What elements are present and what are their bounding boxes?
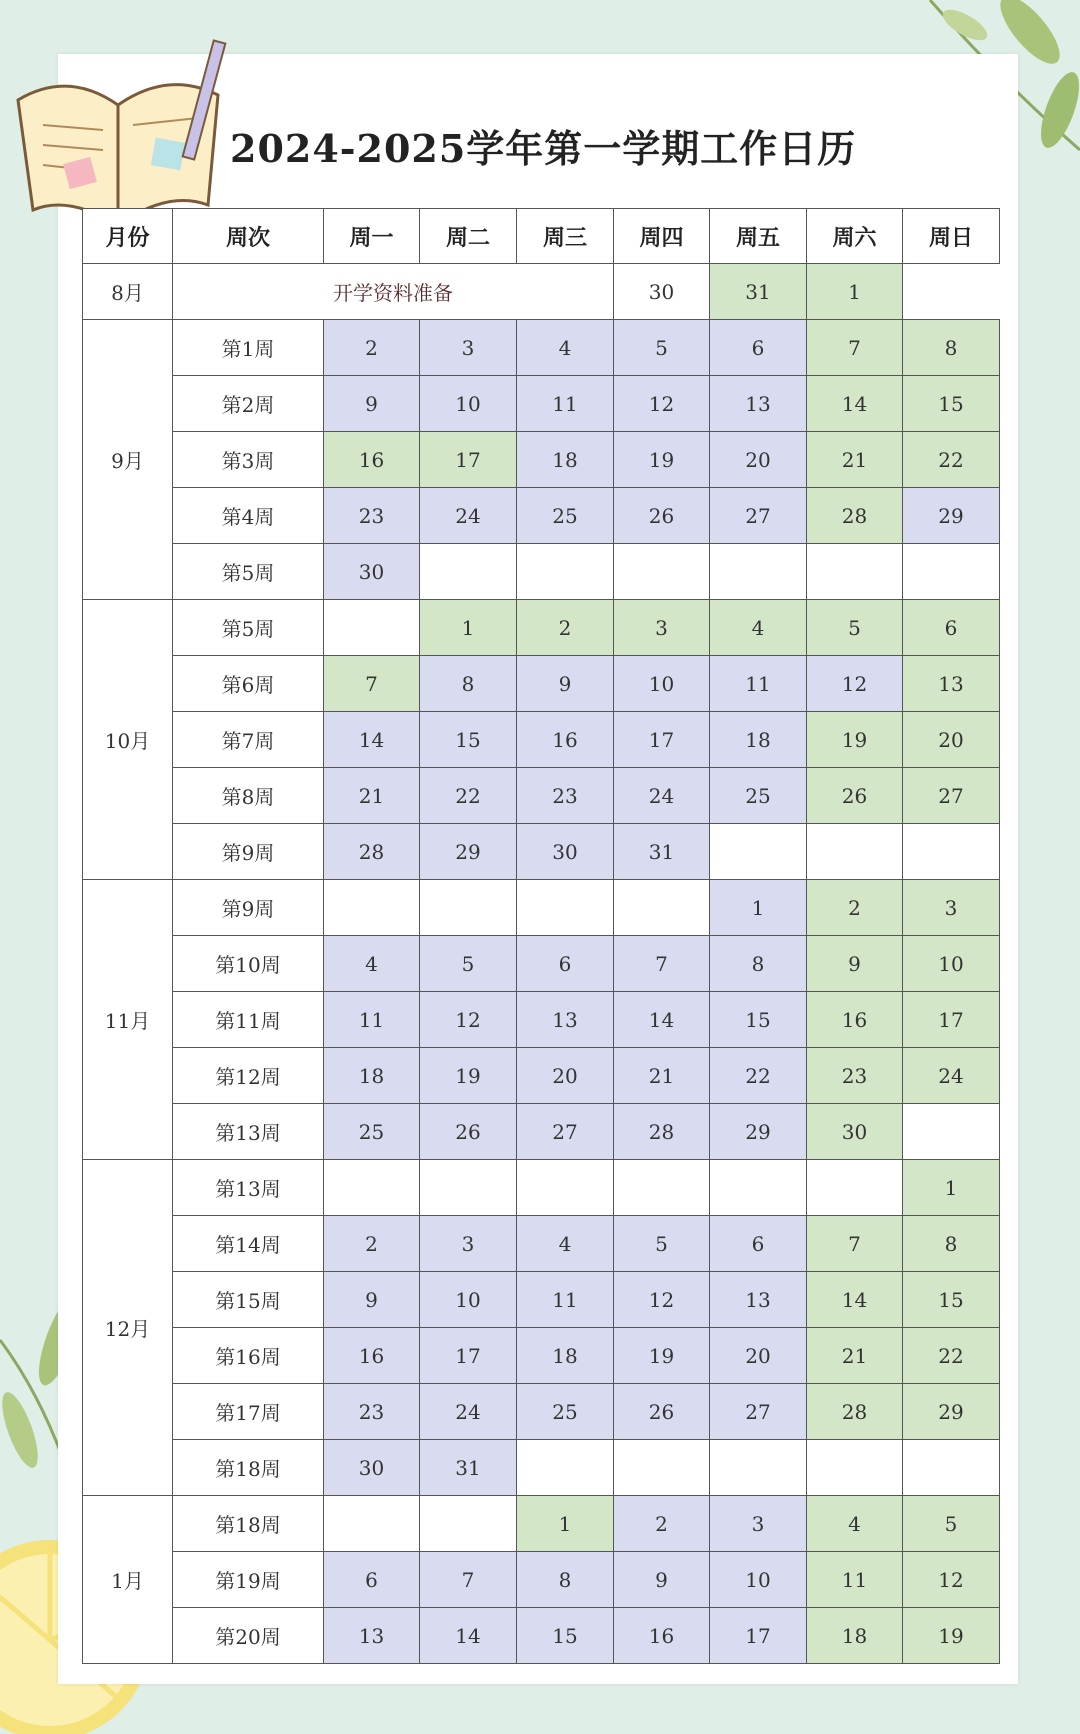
- table-row: [83, 1496, 1000, 1552]
- header-sat: 周六: [807, 209, 903, 264]
- table-row: [83, 992, 1000, 1048]
- day-cell: 24: [903, 1048, 1000, 1104]
- day-cell: 19: [903, 1608, 1000, 1664]
- day-cell: 31: [614, 824, 710, 880]
- header-week: 周次: [173, 209, 324, 264]
- month-cell: 10月: [83, 600, 173, 880]
- day-cell: 23: [324, 1384, 420, 1440]
- day-cell: 13: [324, 1608, 420, 1664]
- day-cell: 10: [710, 1552, 807, 1608]
- day-cell: 7: [614, 936, 710, 992]
- week-cell: 第20周: [173, 1608, 324, 1664]
- day-cell: 7: [324, 656, 420, 712]
- table-row: [83, 320, 1000, 376]
- day-cell: 8: [517, 1552, 614, 1608]
- day-cell: 8: [903, 320, 1000, 376]
- day-cell: 5: [614, 1216, 710, 1272]
- day-cell: 17: [710, 1608, 807, 1664]
- week-cell: 第12周: [173, 1048, 324, 1104]
- day-cell: 17: [614, 712, 710, 768]
- day-cell: 28: [614, 1104, 710, 1160]
- day-cell: 12: [614, 376, 710, 432]
- day-cell: 20: [710, 432, 807, 488]
- day-cell: 6: [710, 1216, 807, 1272]
- open-book-icon: [8, 30, 233, 230]
- day-cell: 23: [517, 768, 614, 824]
- day-cell: 5: [903, 1496, 1000, 1552]
- day-cell: 28: [807, 1384, 903, 1440]
- week-cell: 第9周: [173, 880, 324, 936]
- day-cell: 22: [903, 432, 1000, 488]
- day-cell: 14: [807, 1272, 903, 1328]
- day-cell: 25: [324, 1104, 420, 1160]
- week-cell: 第16周: [173, 1328, 324, 1384]
- day-cell: 6: [710, 320, 807, 376]
- day-cell: 9: [324, 1272, 420, 1328]
- day-cell: 18: [324, 1048, 420, 1104]
- day-cell: 22: [903, 1328, 1000, 1384]
- header-row: [83, 209, 1000, 264]
- day-cell: 27: [903, 768, 1000, 824]
- day-cell: 2: [807, 880, 903, 936]
- day-cell: 14: [420, 1608, 517, 1664]
- day-cell: 3: [710, 1496, 807, 1552]
- day-cell: 29: [710, 1104, 807, 1160]
- day-cell: 11: [324, 992, 420, 1048]
- table-row: [83, 1104, 1000, 1160]
- week-cell: 第14周: [173, 1216, 324, 1272]
- day-cell: [324, 1496, 420, 1552]
- week-cell: 第11周: [173, 992, 324, 1048]
- week-cell: 第1周: [173, 320, 324, 376]
- day-cell: 25: [517, 1384, 614, 1440]
- day-cell: 8: [903, 1216, 1000, 1272]
- day-cell: [420, 544, 517, 600]
- day-cell: 24: [420, 1384, 517, 1440]
- day-cell: 29: [903, 488, 1000, 544]
- table-row: [83, 1440, 1000, 1496]
- week-cell: 第19周: [173, 1552, 324, 1608]
- header-tue: 周二: [420, 209, 517, 264]
- day-cell: [710, 824, 807, 880]
- day-cell: 1: [517, 1496, 614, 1552]
- month-cell: 1月: [83, 1496, 173, 1664]
- day-cell: 25: [710, 768, 807, 824]
- week-cell: 第17周: [173, 1384, 324, 1440]
- week-cell: 第13周: [173, 1160, 324, 1216]
- table-row: [83, 432, 1000, 488]
- day-cell: 15: [903, 1272, 1000, 1328]
- day-cell: [420, 880, 517, 936]
- day-cell: [517, 880, 614, 936]
- week-cell: 第13周: [173, 1104, 324, 1160]
- day-cell: 26: [614, 1384, 710, 1440]
- day-cell: 22: [710, 1048, 807, 1104]
- week-cell: 第6周: [173, 656, 324, 712]
- day-cell: 20: [903, 712, 1000, 768]
- day-cell: [614, 1440, 710, 1496]
- day-cell: 24: [614, 768, 710, 824]
- day-cell: 14: [324, 712, 420, 768]
- day-cell: 2: [324, 1216, 420, 1272]
- day-cell: 11: [517, 376, 614, 432]
- day-cell: 13: [517, 992, 614, 1048]
- day-cell: 4: [710, 600, 807, 656]
- table-row: [83, 488, 1000, 544]
- day-cell: [614, 1160, 710, 1216]
- day-cell: 15: [420, 712, 517, 768]
- day-cell: 13: [903, 656, 1000, 712]
- day-cell: 8: [710, 936, 807, 992]
- day-cell: 6: [324, 1552, 420, 1608]
- day-cell: [517, 1160, 614, 1216]
- day-cell: [903, 544, 1000, 600]
- day-cell: 29: [420, 824, 517, 880]
- day-cell: 11: [710, 656, 807, 712]
- day-cell: 15: [517, 1608, 614, 1664]
- preparation-note: 开学资料准备: [173, 264, 614, 320]
- header-sun: 周日: [903, 209, 1000, 264]
- day-cell: 15: [903, 376, 1000, 432]
- day-cell: 2: [324, 320, 420, 376]
- day-cell: 1: [807, 264, 903, 320]
- day-cell: 28: [807, 488, 903, 544]
- header-mon: 周一: [324, 209, 420, 264]
- day-cell: 13: [710, 376, 807, 432]
- day-cell: [807, 1160, 903, 1216]
- day-cell: 15: [710, 992, 807, 1048]
- day-cell: 29: [903, 1384, 1000, 1440]
- week-cell: 第5周: [173, 600, 324, 656]
- day-cell: 19: [614, 432, 710, 488]
- day-cell: [420, 1496, 517, 1552]
- day-cell: [324, 880, 420, 936]
- day-cell: 16: [324, 1328, 420, 1384]
- day-cell: 31: [710, 264, 807, 320]
- day-cell: [807, 1440, 903, 1496]
- day-cell: 14: [807, 376, 903, 432]
- day-cell: 7: [807, 1216, 903, 1272]
- day-cell: 20: [517, 1048, 614, 1104]
- day-cell: 12: [420, 992, 517, 1048]
- day-cell: 30: [324, 544, 420, 600]
- day-cell: 22: [420, 768, 517, 824]
- day-cell: 12: [614, 1272, 710, 1328]
- day-cell: 9: [614, 1552, 710, 1608]
- day-cell: 18: [710, 712, 807, 768]
- table-row: [83, 1608, 1000, 1664]
- day-cell: 10: [614, 656, 710, 712]
- day-cell: 18: [517, 432, 614, 488]
- day-cell: 16: [614, 1608, 710, 1664]
- week-cell: 第15周: [173, 1272, 324, 1328]
- day-cell: 12: [903, 1552, 1000, 1608]
- day-cell: 5: [614, 320, 710, 376]
- day-cell: 4: [324, 936, 420, 992]
- day-cell: 18: [517, 1328, 614, 1384]
- header-thu: 周四: [614, 209, 710, 264]
- day-cell: 11: [807, 1552, 903, 1608]
- week-cell: 第7周: [173, 712, 324, 768]
- header-fri: 周五: [710, 209, 807, 264]
- week-cell: 第18周: [173, 1440, 324, 1496]
- week-cell: 第2周: [173, 376, 324, 432]
- day-cell: 1: [903, 1160, 1000, 1216]
- table-row: [83, 544, 1000, 600]
- week-cell: 第9周: [173, 824, 324, 880]
- table-row: [83, 1552, 1000, 1608]
- day-cell: 1: [420, 600, 517, 656]
- day-cell: 10: [420, 1272, 517, 1328]
- day-cell: 10: [420, 376, 517, 432]
- day-cell: [903, 824, 1000, 880]
- day-cell: 10: [903, 936, 1000, 992]
- table-row: [83, 824, 1000, 880]
- day-cell: 17: [903, 992, 1000, 1048]
- day-cell: 3: [614, 600, 710, 656]
- page-title: 2024-2025学年第一学期工作日历: [230, 126, 857, 171]
- day-cell: 27: [517, 1104, 614, 1160]
- day-cell: [710, 544, 807, 600]
- day-cell: 30: [324, 1440, 420, 1496]
- day-cell: 27: [710, 1384, 807, 1440]
- day-cell: [420, 1160, 517, 1216]
- day-cell: 27: [710, 488, 807, 544]
- week-cell: 第3周: [173, 432, 324, 488]
- day-cell: 14: [614, 992, 710, 1048]
- day-cell: [807, 824, 903, 880]
- day-cell: [807, 544, 903, 600]
- day-cell: 19: [807, 712, 903, 768]
- day-cell: 2: [614, 1496, 710, 1552]
- day-cell: 20: [710, 1328, 807, 1384]
- table-row: [83, 1048, 1000, 1104]
- day-cell: 13: [710, 1272, 807, 1328]
- day-cell: 7: [807, 320, 903, 376]
- day-cell: 12: [807, 656, 903, 712]
- table-row: [83, 1328, 1000, 1384]
- day-cell: 16: [517, 712, 614, 768]
- week-cell: 第5周: [173, 544, 324, 600]
- day-cell: 3: [420, 1216, 517, 1272]
- day-cell: 19: [420, 1048, 517, 1104]
- day-cell: 17: [420, 1328, 517, 1384]
- day-cell: 6: [903, 600, 1000, 656]
- day-cell: 4: [807, 1496, 903, 1552]
- calendar-table: [82, 208, 1000, 1664]
- day-cell: 30: [807, 1104, 903, 1160]
- month-cell: 12月: [83, 1160, 173, 1496]
- day-cell: 7: [420, 1552, 517, 1608]
- table-row: [83, 1216, 1000, 1272]
- day-cell: 30: [517, 824, 614, 880]
- week-cell: 第10周: [173, 936, 324, 992]
- day-cell: [710, 1160, 807, 1216]
- day-cell: [614, 544, 710, 600]
- month-cell: 8月: [83, 264, 173, 320]
- day-cell: [324, 1160, 420, 1216]
- table-row-august: [83, 264, 1000, 320]
- day-cell: 25: [517, 488, 614, 544]
- week-cell: 第4周: [173, 488, 324, 544]
- day-cell: 2: [517, 600, 614, 656]
- day-cell: 9: [324, 376, 420, 432]
- day-cell: 30: [614, 264, 710, 320]
- day-cell: 17: [420, 432, 517, 488]
- table-row: [83, 1160, 1000, 1216]
- day-cell: [614, 880, 710, 936]
- day-cell: [903, 1440, 1000, 1496]
- week-cell: 第8周: [173, 768, 324, 824]
- day-cell: 5: [420, 936, 517, 992]
- day-cell: 3: [420, 320, 517, 376]
- day-cell: 4: [517, 1216, 614, 1272]
- day-cell: 3: [903, 880, 1000, 936]
- table-row: [83, 1384, 1000, 1440]
- header-month: 月份: [83, 209, 173, 264]
- day-cell: [517, 1440, 614, 1496]
- table-row: [83, 376, 1000, 432]
- day-cell: 1: [710, 880, 807, 936]
- day-cell: 23: [807, 1048, 903, 1104]
- month-cell: 9月: [83, 320, 173, 600]
- header-wed: 周三: [517, 209, 614, 264]
- day-cell: 24: [420, 488, 517, 544]
- table-row: [83, 656, 1000, 712]
- day-cell: 26: [807, 768, 903, 824]
- day-cell: 6: [517, 936, 614, 992]
- table-row: [83, 768, 1000, 824]
- day-cell: 31: [420, 1440, 517, 1496]
- table-row: [83, 712, 1000, 768]
- table-row: [83, 600, 1000, 656]
- day-cell: 5: [807, 600, 903, 656]
- week-cell: 第18周: [173, 1496, 324, 1552]
- day-cell: 16: [807, 992, 903, 1048]
- day-cell: 11: [517, 1272, 614, 1328]
- day-cell: 26: [420, 1104, 517, 1160]
- day-cell: 28: [324, 824, 420, 880]
- day-cell: [903, 1104, 1000, 1160]
- month-cell: 11月: [83, 880, 173, 1160]
- day-cell: 8: [420, 656, 517, 712]
- day-cell: 9: [807, 936, 903, 992]
- day-cell: 16: [324, 432, 420, 488]
- table-row: [83, 1272, 1000, 1328]
- day-cell: 19: [614, 1328, 710, 1384]
- day-cell: 26: [614, 488, 710, 544]
- day-cell: 4: [517, 320, 614, 376]
- day-cell: 21: [807, 432, 903, 488]
- day-cell: 21: [807, 1328, 903, 1384]
- day-cell: [324, 600, 420, 656]
- day-cell: 21: [324, 768, 420, 824]
- day-cell: 9: [517, 656, 614, 712]
- table-row: [83, 936, 1000, 992]
- day-cell: 23: [324, 488, 420, 544]
- table-row: [83, 880, 1000, 936]
- day-cell: 21: [614, 1048, 710, 1104]
- day-cell: [517, 544, 614, 600]
- day-cell: 18: [807, 1608, 903, 1664]
- day-cell: [710, 1440, 807, 1496]
